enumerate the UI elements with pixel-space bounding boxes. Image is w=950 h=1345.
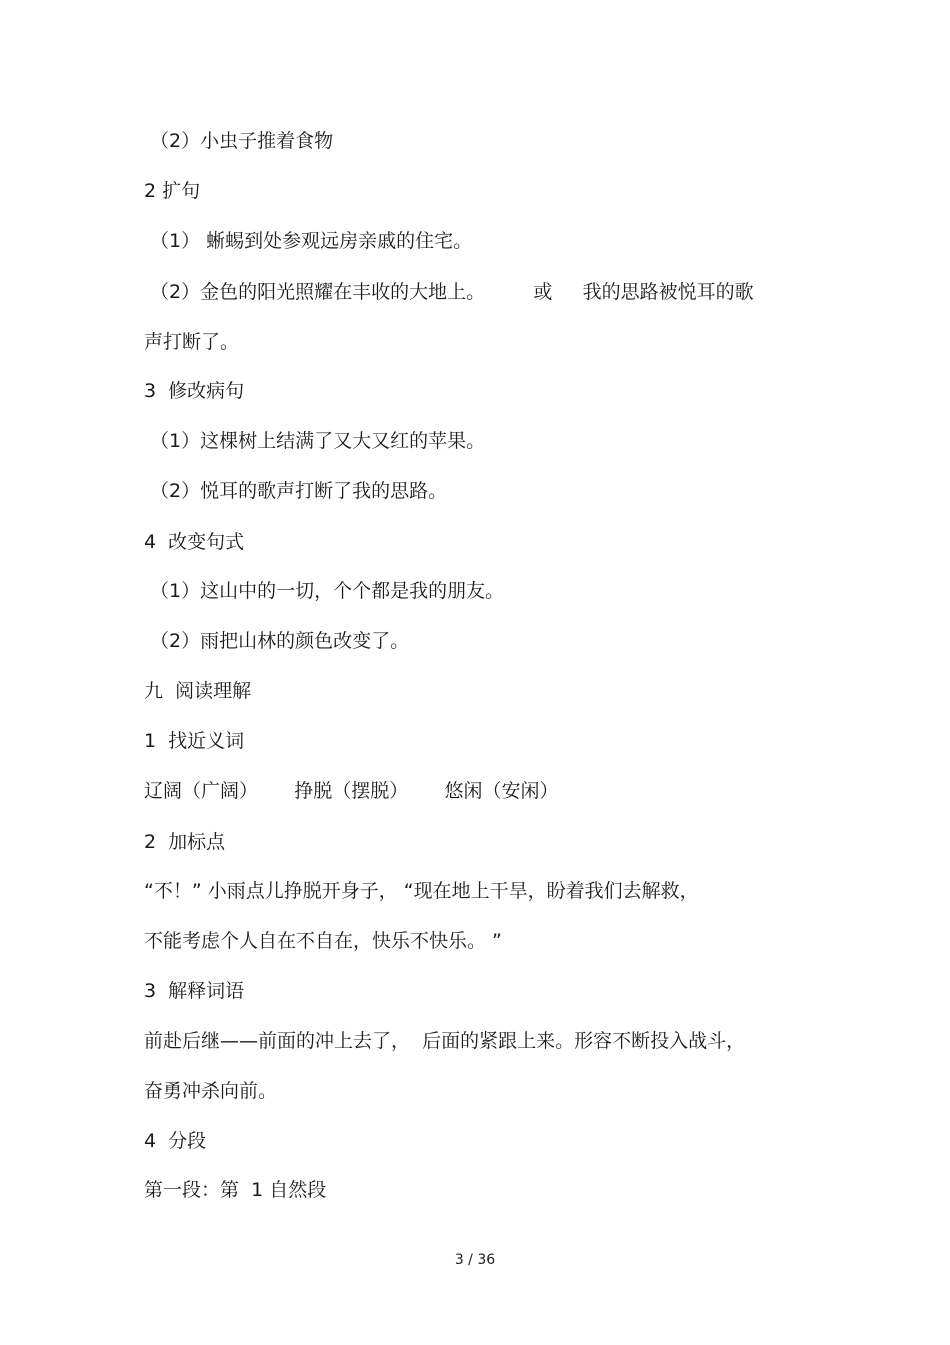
section-heading: 九 阅读理解 [144, 680, 252, 702]
section-heading: 4 改变句式 [144, 531, 245, 553]
section-heading: 3 修改病句 [144, 380, 245, 402]
text-line: （2）小虫子推着食物 [150, 130, 334, 152]
text-line: 辽阔（广阔） 挣脱（摆脱） 悠闲（安闲） [144, 780, 559, 802]
text-line: （2）悦耳的歌声打断了我的思路。 [150, 480, 448, 502]
page-number [0, 1252, 950, 1268]
section-heading: 2 加标点 [144, 831, 226, 853]
section-heading: 4 分段 [144, 1130, 207, 1152]
text-line: 第一段：第 1 自然段 [144, 1179, 327, 1201]
text-line: （2）金色的阳光照耀在丰收的大地上。 或 我的思路被悦耳的歌 [150, 281, 754, 303]
text-line: （1）这棵树上结满了又大又红的苹果。 [150, 430, 486, 452]
section-heading: 2 扩句 [144, 180, 201, 202]
page-separator: / [463, 1252, 478, 1268]
text-line: （1） 蜥蜴到处参观远房亲戚的住宅。 [150, 230, 473, 252]
text-line: 前赴后继——前面的冲上去了， 后面的紧跟上来。形容不断投入战斗， [144, 1030, 746, 1052]
text-line: （1）这山中的一切，个个都是我的朋友。 [150, 580, 505, 602]
page-current: 3 [454, 1252, 464, 1268]
text-line: （2）雨把山林的颜色改变了。 [150, 630, 410, 652]
section-heading: 3 解释词语 [144, 980, 245, 1002]
page-total: 36 [477, 1252, 496, 1268]
section-heading: 1 找近义词 [144, 730, 245, 752]
text-line: “不！” 小雨点儿挣脱开身子， “现在地上干旱，盼着我们去解救， [144, 880, 699, 902]
text-line: 不能考虑个人自在不自在，快乐不快乐。 ” [144, 930, 502, 952]
text-line: 奋勇冲杀向前。 [144, 1080, 278, 1102]
text-line: 声打断了。 [144, 331, 240, 353]
